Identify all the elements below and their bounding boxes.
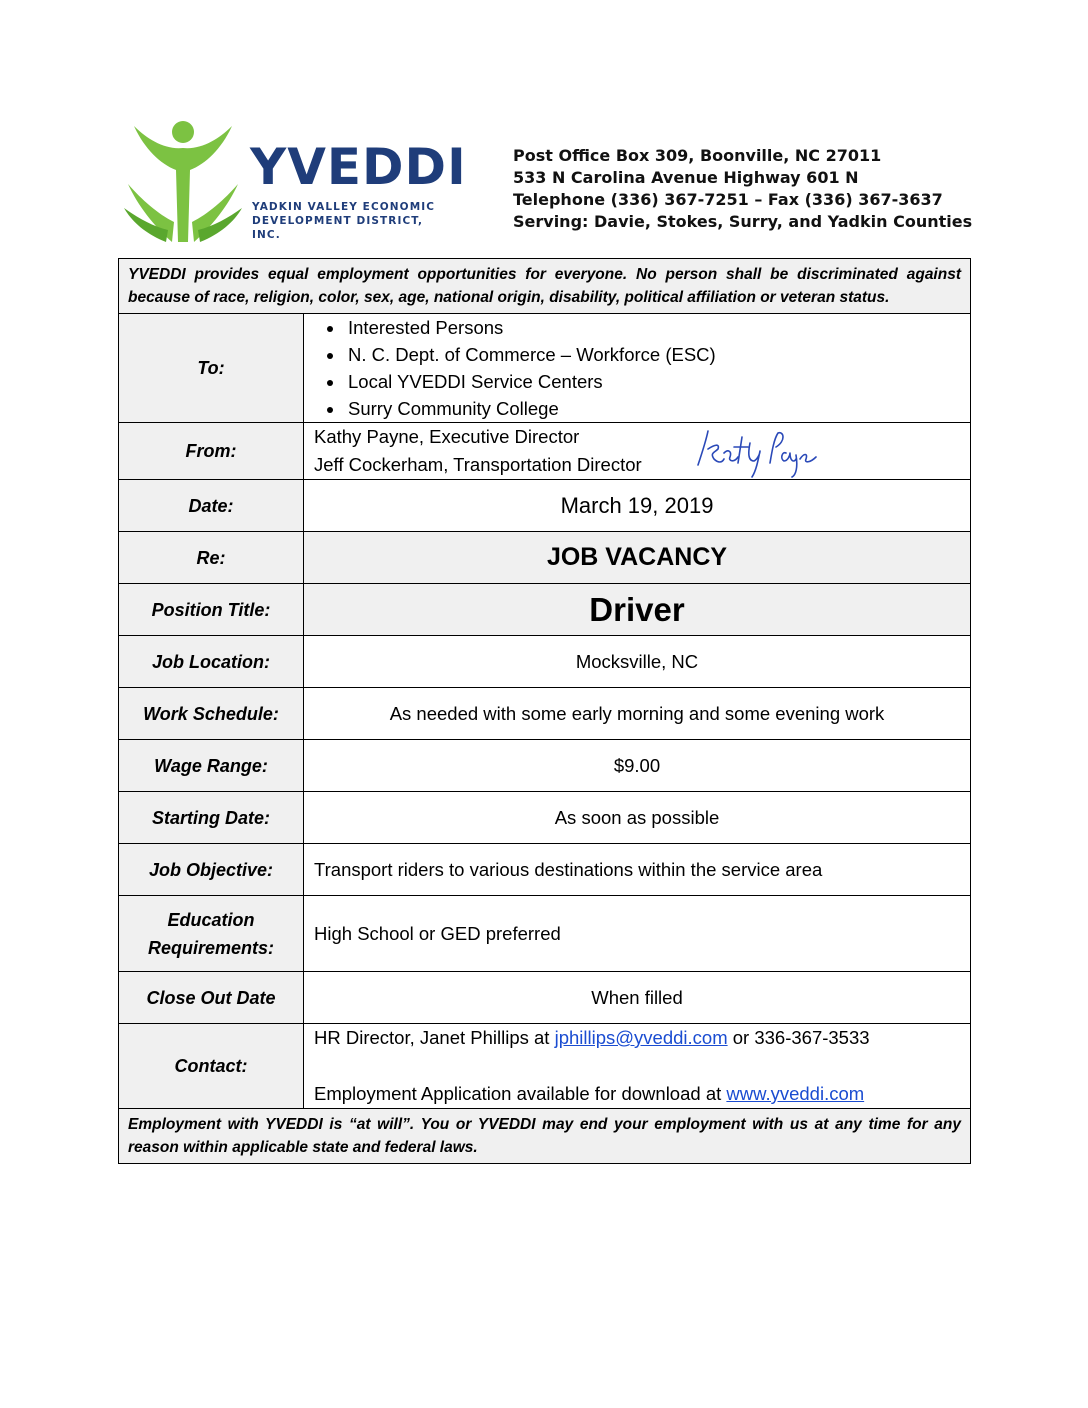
from-line1: Kathy Payne, Executive Director <box>314 426 580 447</box>
application-prefix: Employment Application available for download at <box>314 1083 727 1104</box>
address-line3: Telephone (336) 367-7251 – Fax (336) 367-3637 <box>513 190 943 209</box>
from-line2: Jeff Cockerham, Transportation Director <box>314 454 642 475</box>
location-label: Job Location: <box>119 636 304 688</box>
contact-suffix: or 336-367-3533 <box>727 1027 870 1048</box>
objective-value: Transport riders to various destinations within the service area <box>304 844 971 896</box>
contact-line <box>314 1024 960 1052</box>
recipient-item: • N. C. Dept. of Commerce – Workforce (ESC) <box>345 341 970 368</box>
website-link[interactable]: www.yveddi.com <box>726 1083 865 1104</box>
education-label <box>119 896 304 972</box>
to-row <box>119 314 971 423</box>
closeout-value: When filled <box>304 972 971 1024</box>
position-label: Position Title: <box>119 584 304 636</box>
contact-prefix: HR Director, Janet Phillips at <box>314 1027 555 1048</box>
logo-wordmark: YVEDDI <box>250 138 467 196</box>
schedule-label: Work Schedule: <box>119 688 304 740</box>
logo-figure-icon <box>124 118 246 244</box>
wage-row <box>119 740 971 792</box>
logo-subtitle <box>252 200 454 242</box>
wage-label: Wage Range: <box>119 740 304 792</box>
notice-bottom: Employment with YVEDDI is “at will”. You or YVEDDI may end your employment with us at any time for any reason within applicable state and federal laws. <box>119 1109 971 1164</box>
education-value: High School or GED preferred <box>304 896 971 972</box>
to-label: To: <box>119 314 304 423</box>
location-value: Mocksville, NC <box>304 636 971 688</box>
date-value: March 19, 2019 <box>304 480 971 532</box>
objective-label: Job Objective: <box>119 844 304 896</box>
notice-bottom-row <box>119 1109 971 1164</box>
education-label-line1: Education <box>167 909 255 930</box>
email-link[interactable]: jphillips@yveddi.com <box>554 1027 728 1048</box>
recipient-item: • Local YVEDDI Service Centers <box>345 368 970 395</box>
date-label: Date: <box>119 480 304 532</box>
start-label: Starting Date: <box>119 792 304 844</box>
re-label: Re: <box>119 532 304 584</box>
address-block <box>513 145 972 233</box>
recipient-list <box>304 314 970 422</box>
date-row <box>119 480 971 532</box>
yveddi-logo <box>124 118 467 244</box>
signature-kathy-payne <box>684 423 824 479</box>
vacancy-table <box>118 258 971 1164</box>
from-value <box>304 423 971 480</box>
start-value: As soon as possible <box>304 792 971 844</box>
from-row <box>119 423 971 480</box>
contact-row <box>119 1024 971 1109</box>
closeout-label: Close Out Date <box>119 972 304 1024</box>
address-line1: Post Office Box 309, Boonville, NC 27011 <box>513 146 882 165</box>
notice-top: YVEDDI provides equal employment opportunities for everyone. No person shall be discriminated against because of race, religion, color, sex, age, national origin, disability, political affiliation or veteran status. <box>119 259 971 314</box>
education-row <box>119 896 971 972</box>
schedule-value: As needed with some early morning and some evening work <box>304 688 971 740</box>
re-row <box>119 532 971 584</box>
to-value <box>304 314 971 423</box>
address-line2: 533 N Carolina Avenue Highway 601 N <box>513 168 859 187</box>
closeout-row <box>119 972 971 1024</box>
position-row <box>119 584 971 636</box>
from-label: From: <box>119 423 304 480</box>
address-line4: Serving: Davie, Stokes, Surry, and Yadkin Counties <box>513 212 973 231</box>
application-line <box>314 1080 960 1108</box>
start-row <box>119 792 971 844</box>
notice-top-row <box>119 259 971 314</box>
recipient-item: • Surry Community College <box>345 395 970 422</box>
contact-label: Contact: <box>119 1024 304 1109</box>
position-value: Driver <box>304 584 971 636</box>
wage-value: $9.00 <box>304 740 971 792</box>
recipient-item: • Interested Persons <box>345 314 970 341</box>
schedule-row <box>119 688 971 740</box>
contact-value <box>304 1024 971 1109</box>
re-value: JOB VACANCY <box>304 532 971 584</box>
location-row <box>119 636 971 688</box>
logo-subtitle-line2: DEVELOPMENT DISTRICT, INC. <box>252 215 424 241</box>
logo-subtitle-line1: YADKIN VALLEY ECONOMIC <box>252 201 436 213</box>
education-label-line2: Requirements: <box>147 937 275 958</box>
objective-row <box>119 844 971 896</box>
